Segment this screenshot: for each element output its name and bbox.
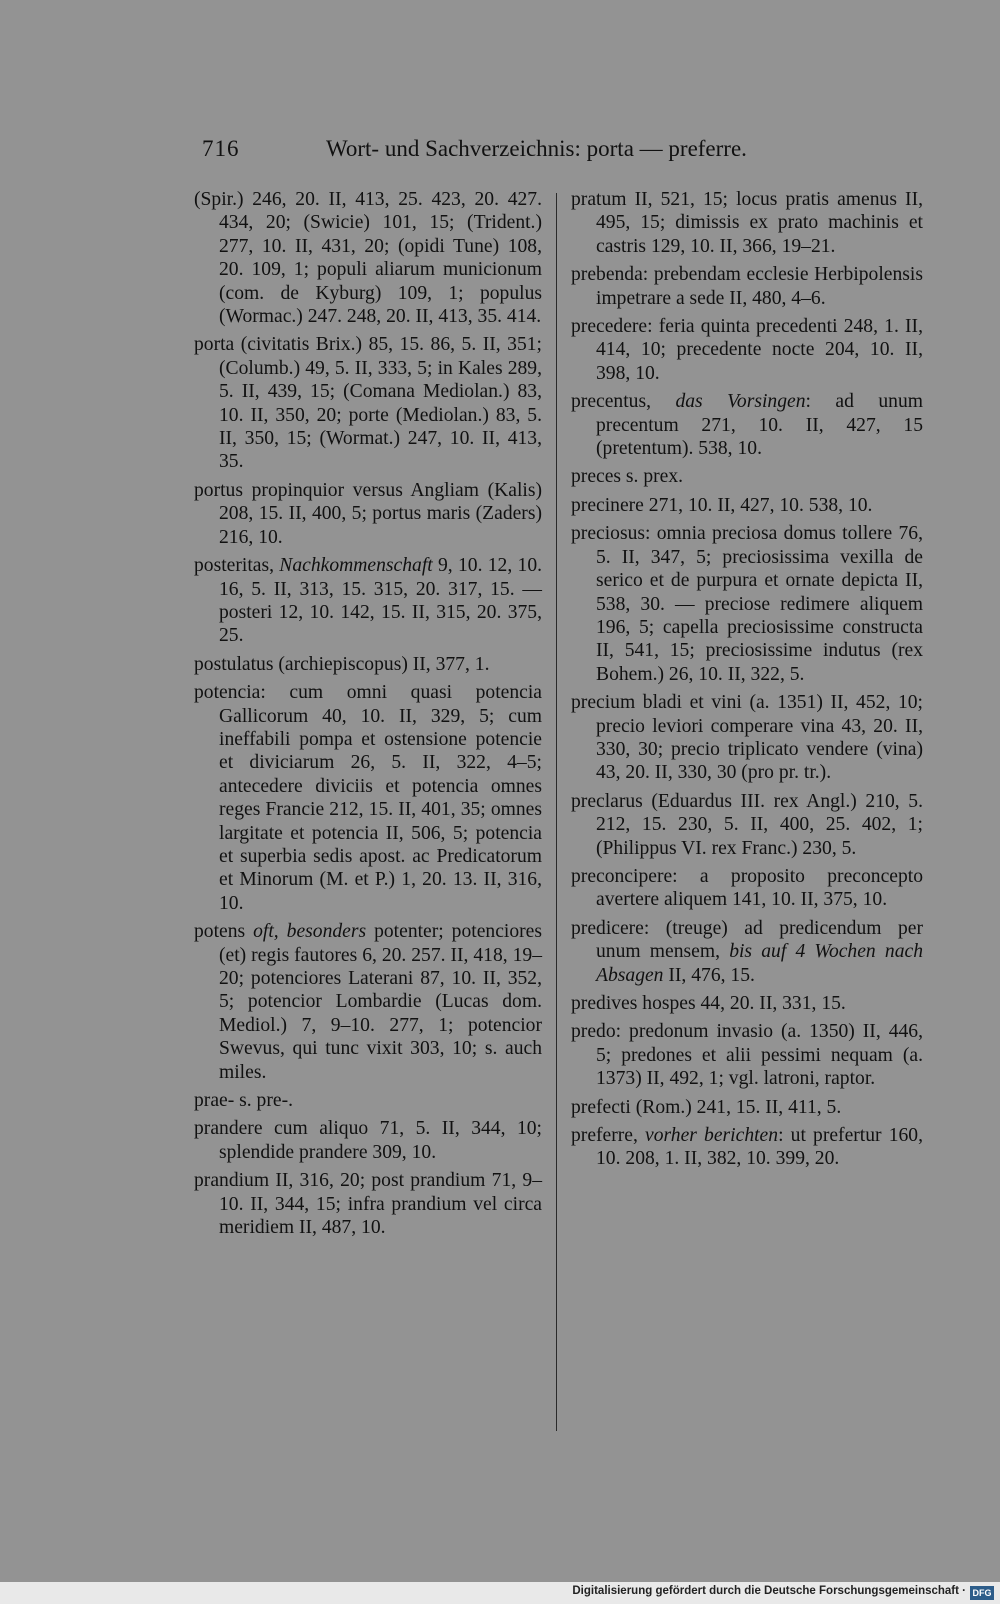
entry-text: precium bladi et vini (a. 1351) II, 452, 10; precio leviori comperare vina 43, 20. II, 330, 30; precio triplicato vendere (vina) 43, 20. II, 330, 30 (pro pr. tr.). [571,692,923,784]
entry-text: precinere 271, 10. II, 427, 10. 538, 10. [571,494,873,516]
index-column-right [571,188,923,1176]
index-entry [571,263,923,310]
index-entry [194,920,542,1084]
index-entry [194,188,542,328]
entry-text: pratum II, 521, 15; locus pratis amenus II, 495, 15; dimissis ex prato machinis et castris 129, 10. II, 366, 19–21. [571,189,923,257]
entry-text: prae- s. pre-. [194,1090,294,1112]
page-number: 716 [202,136,240,161]
index-entry [194,681,542,915]
entry-text: prandium II, 316, 20; post prandium 71, 9–10. II, 344, 15; infra prandium vel circa meridiem II, 487, 10. [194,1170,542,1239]
entry-text: predo: predonum invasio (a. 1350) II, 446, 5; predones et alii pessimi nequam (a. 1373) II, 492, 1; vgl. latroni, raptor. [571,1021,923,1090]
index-entry [194,1117,542,1164]
digitization-credit: Digitalisierung gefördert durch die Deutsche Forschungsgemeinschaft · [572,1585,966,1597]
dfg-logo-icon: DFG [970,1586,994,1600]
index-entry [571,494,923,517]
index-entry [571,691,923,785]
index-entry [571,522,923,686]
index-entry [194,333,542,473]
entry-text: porta (civitatis Brix.) 85, 15. 86, 5. II, 351; (Columb.) 49, 5. II, 333, 5; in Kales 289, 5. II, 439, 15; (Comana Mediolan.) 83, 10. II, 350, 20; porte (Mediolan.) 83, 5. II, 350, 15; (Wormat.) 247, 10. II, 413, 35. [194,334,542,473]
entry-text: preconcipere: a proposito preconcepto avertere aliquem 141, 10. II, 375, 10. [571,865,923,911]
entry-text: predives hospes 44, 20. II, 331, 15. [571,993,846,1014]
index-entry [194,1089,542,1112]
entry-text-continued: potenter; potenciores (et) regis fautores 6, 20. 257. II, 418, 19–20; potenciores Laterani 87, 10. II, 352, 5; potencior Lombardie (Lucas dom. Mediol.) 7, 9–10. 277, 1; potencior Swevus, qui tunc vixit 303, 10; s. auch miles. [219,921,542,1083]
index-entry [571,1096,923,1119]
index-entry [571,1124,923,1171]
entry-text: postulatus (archiepiscopus) II, 377, 1. [194,653,490,675]
entry-text: prefecti (Rom.) 241, 15. II, 411, 5. [571,1096,842,1118]
entry-text: preces s. prex. [571,466,684,488]
index-entry [194,554,542,648]
entry-text: preferre, [571,1125,646,1147]
index-entry [571,188,923,258]
entry-text: predicere: (treuge) ad predicendum per unum mensem, [571,917,923,963]
column-divider [556,193,557,1431]
index-entry [571,865,923,912]
entry-text: prebenda: prebendam ecclesie Herbipolensis impetrare a sede II, 480, 4–6. [571,264,923,309]
running-title: Wort- und Sachverzeichnis: porta — preferre. [326,136,747,161]
index-entry [571,315,923,385]
footer-bar [0,1582,1000,1604]
index-entry [571,790,923,860]
entry-gloss: das Vorsingen [675,391,806,413]
page-header [196,136,816,172]
index-entry [194,479,542,549]
index-entry [194,1169,542,1239]
entry-text: portus propinquior versus Angliam (Kalis) 208, 15. II, 400, 5; portus maris (Zaders) 216, 10. [194,479,542,548]
entry-text: preciosus: omnia preciosa domus tollere 76, 5. II, 347, 5; preciosissima vexilla de serico et de purpura et ornate depicta II, 538, 30. — preciose redimere aliquem 196, 5; capella preciosissime constructa II, 541, 15; preciosissime indutus (rex Bohem.) 26, 10. II, 322, 5. [571,523,923,685]
entry-text: (Spir.) 246, 20. II, 413, 25. 423, 20. 427. 434, 20; (Swicie) 101, 15; (Trident.) 277, 10. II, 431, 20; (opidi Tune) 108, 20. 109, 1; populi aliarum municionum (com. de Kyburg) 109, 1; populus (Wormac.) 247. 248, 20. II, 413, 35. 414. [194,189,542,328]
entry-text: preclarus (Eduardus III. rex Angl.) 210, 5. 212, 15. 230, 5. II, 400, 25. 402, 1; (Philippus VI. rex Franc.) 230, 5. [571,790,923,859]
entry-text: posteritas, [194,555,280,577]
entry-text: precentus, [571,391,676,413]
index-entry [571,465,923,488]
entry-gloss: oft, besonders [253,921,367,943]
index-entry [571,390,923,460]
index-entry [571,992,923,1015]
entry-gloss: vorher berichten [645,1125,779,1147]
entry-gloss: Nachkommenschaft [279,555,433,577]
index-entry [571,917,923,987]
index-entry [194,653,542,676]
index-column-left [194,188,542,1244]
entry-text-continued: II, 476, 15. [663,964,755,986]
entry-gloss: bis auf 4 Wochen nach Absagen [596,941,923,986]
entry-text: precedere: feria quinta precedenti 248, 1. II, 414, 10; precedente nocte 204, 10. II, 398, 10. [571,316,923,384]
entry-text: potens [194,921,254,943]
entry-text-continued: : ut prefertur 160, 10. 208, 1. II, 382, 10. 399, 20. [596,1125,923,1170]
index-entry [571,1020,923,1090]
entry-text: potencia: cum omni quasi potencia Gallicorum 40, 10. II, 329, 5; cum ineffabili pompa et ostensione potencie et diviciarum 26, 5. II, 322, 4–5; antecedere diviciis et potencia omnes reges Francie 212, 15. II, 401, 35; omnes largitate et potencia II, 506, 5; potencia et superbia sedis apost. ac Predicatorum et Minorum (M. et P.) 1, 20. 13. II, 316, 10. [194,682,542,914]
entry-text-continued: 9, 10. 12, 10. 16, 5. II, 313, 15. 315, 20. 317, 15. — posteri 12, 10. 142, 15. II, 315, 20. 375, 25. [219,555,543,647]
entry-text-continued: : ad unum precentum 271, 10. II, 427, 15 (pretentum). 538, 10. [596,391,923,460]
entry-text: prandere cum aliquo 71, 5. II, 344, 10; splendide prandere 309, 10. [194,1118,542,1163]
